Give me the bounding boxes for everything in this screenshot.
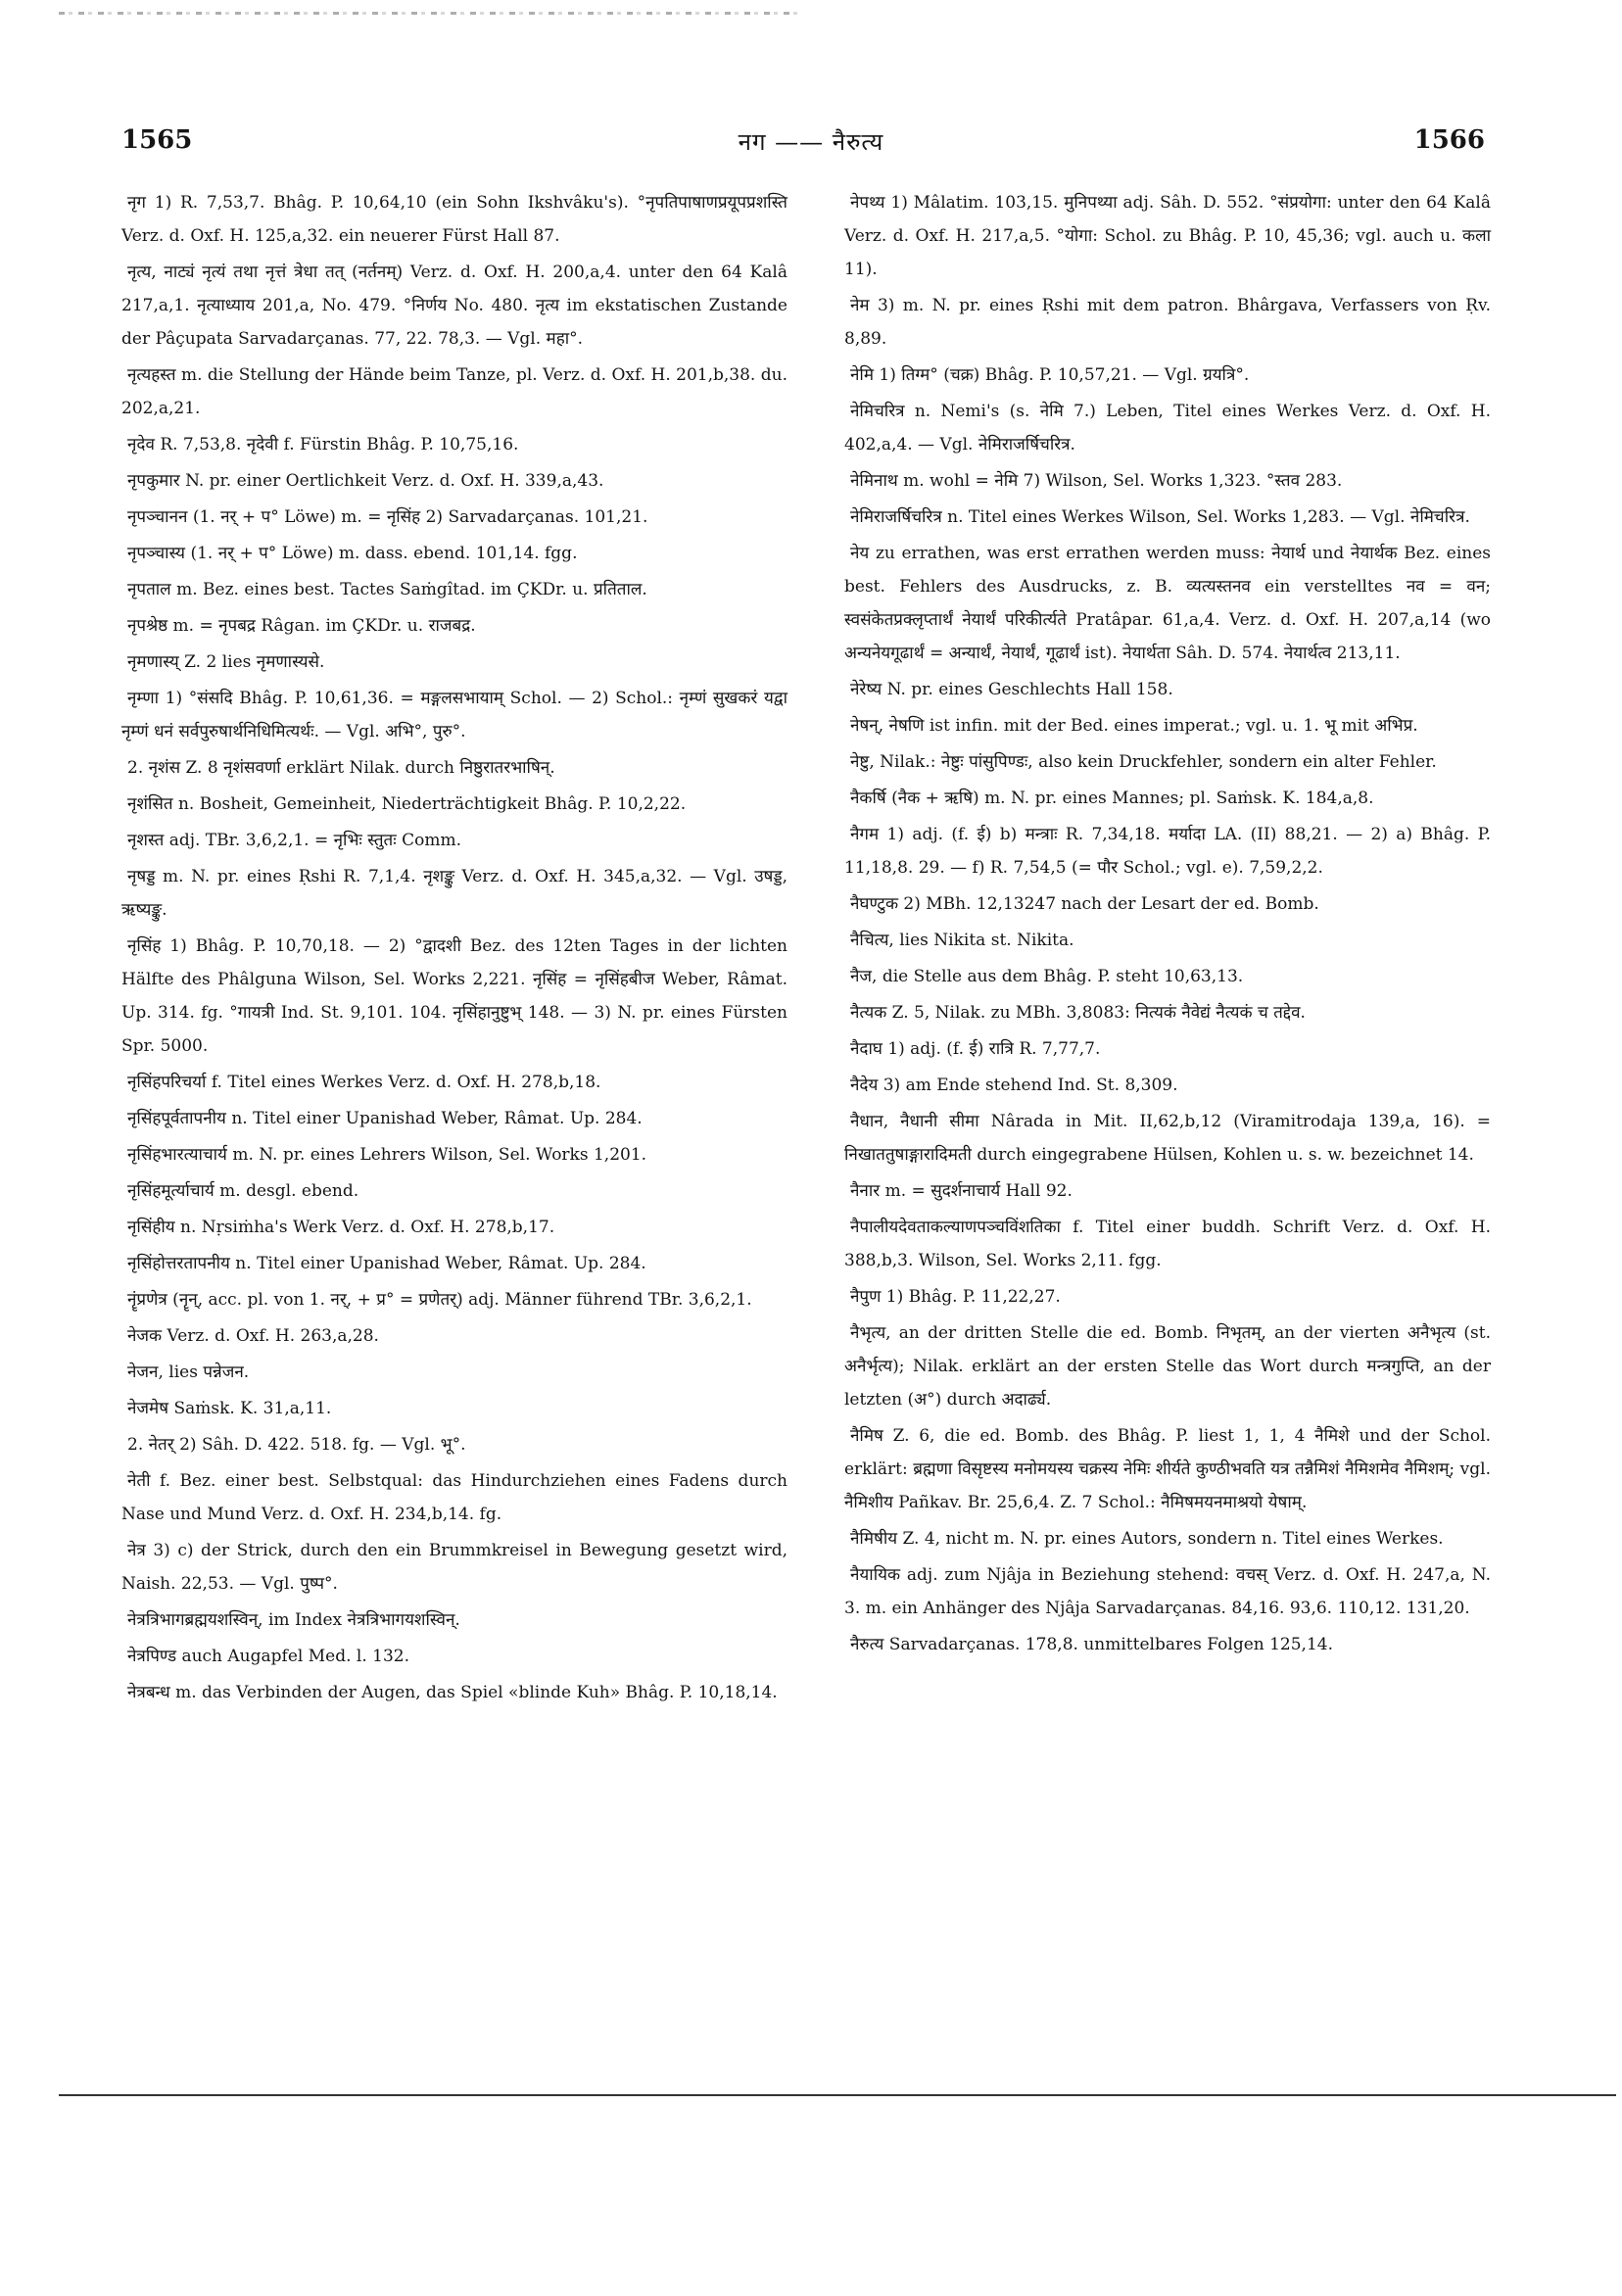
dictionary-entry: नेत्रपिण्ड auch Augapfel Med. l. 132. [127,1647,409,1666]
dictionary-entry: नैदेय 3) am Ende stehend Ind. St. 8,309. [850,1076,1178,1095]
dictionary-entry: नृमणास्य् Z. 2 lies नृमणास्यसे. [127,652,325,672]
dictionary-entry: नैमिषीय Z. 4, nicht m. N. pr. eines Autors, sondern n. Titel eines Werkes. [850,1529,1444,1549]
dictionary-entry: नैकर्षि (नैक + ऋषि) m. N. pr. eines Mannes; pl. Saṁsk. K. 184,a,8. [850,789,1374,808]
dictionary-entry: नृसिंहीय n. Nṛsiṁha's Werk Verz. d. Oxf. H. 278,b,17. [127,1218,555,1237]
dictionary-entry: नैगम 1) adj. (f. ई) b) मन्त्राः R. 7,34,18. मर्यादा LA. (II) 88,21. — 2) a) Bhâg. P. 11,18,8. 29. — f) R. 7,54,5 (= पौर Schol.; vgl. e). 7,59,2,2. [844,825,1491,878]
dictionary-entry: नैचित्य, lies Nikita st. Nikita. [850,931,1074,950]
dictionary-entry: नृसिंहोत्तरतापनीय n. Titel einer Upanishad Weber, Râmat. Up. 284. [127,1254,646,1273]
page-number-left: 1565 [121,125,193,155]
dictionary-entry: नैघण्टुक 2) MBh. 12,13247 nach der Lesart der ed. Bomb. [850,894,1319,914]
dictionary-entry: 2. नेतर् 2) Sâh. D. 422. 518. fg. — Vgl. भू°. [127,1435,466,1455]
dictionary-entry: नृपकुमार N. pr. einer Oertlichkeit Verz. d. Oxf. H. 339,a,43. [127,471,604,491]
dictionary-entry: नेपथ्य 1) Mâlatim. 103,15. मुनिपथ्या adj. Sâh. D. 552. °संप्रयोगा: unter den 64 Kalâ Verz. d. Oxf. H. 217,a,5. °योगा: Schol. zu Bhâg. P. 10, 45,36; vgl. auch u. कला 11). [844,193,1491,279]
dictionary-entry: नेरेष्य N. pr. eines Geschlechts Hall 158. [850,680,1173,699]
dictionary-entry: नैपालीयदेवताकल्याणपञ्चविंशतिका f. Titel einer buddh. Schrift Verz. d. Oxf. H. 388,b,3. Wilson, Sel. Works 2,11. fgg. [844,1218,1491,1270]
dictionary-entry: नृशस्त adj. TBr. 3,6,2,1. = नृभिः स्तुतः Comm. [127,831,461,850]
dictionary-entry: नैज, die Stelle aus dem Bhâg. P. steht 10,63,13. [850,967,1244,986]
page-number-right: 1566 [1413,125,1485,155]
dictionary-entry: नृसिंहपरिचर्या f. Titel eines Werkes Verz. d. Oxf. H. 278,b,18. [127,1073,601,1092]
dictionary-entry: नैभृत्य, an der dritten Stelle die ed. Bomb. निभृतम्, an der vierten अनैभृत्य (st. अनैर्भृत्य); Nilak. erklärt an der ersten Stelle das Wort durch मन्त्रगुप्ति, an der letzten (अ°) durch अदार्ढ्य. [844,1323,1491,1410]
dictionary-entry: नैदाघ 1) adj. (f. ई) रात्रि R. 7,77,7. [850,1039,1101,1059]
dictionary-entry: नृपश्रेष्ठ m. = नृपबद्र Râgan. im ÇKDr. u. राजबद्र. [127,616,476,636]
dictionary-entry: नृपञ्चास्य (1. नर् + प° Löwe) m. dass. ebend. 101,14. fgg. [127,544,578,563]
dictionary-entry: नेत्रबन्ध m. das Verbinden der Augen, das Spiel «blinde Kuh» Bhâg. P. 10,18,14. [127,1683,778,1702]
dictionary-entry: नेजमेष Saṁsk. K. 31,a,11. [127,1399,332,1418]
dictionary-entry: नृसिंहभारत्याचार्य m. N. pr. eines Lehrers Wilson, Sel. Works 1,201. [127,1145,647,1165]
dictionary-entry: नेमिनाथ m. wohl = नेमि 7) Wilson, Sel. Works 1,323. °स्तव 283. [850,471,1343,491]
dictionary-entry: नेत्रत्रिभागब्रह्मयशस्विन्, im Index नेत्रत्रिभागयशस्विन्. [127,1610,460,1630]
dictionary-entry: नैनार m. = सुदर्शनाचार्य Hall 92. [850,1181,1073,1201]
page-header [0,125,1622,165]
running-title: नग —— नैरुत्य [738,128,884,156]
dictionary-entry: नेमिराजर्षिचरित्र n. Titel eines Werkes Wilson, Sel. Works 1,283. — Vgl. नेमिचरित्र. [850,507,1470,527]
dictionary-entry: नेम 3) m. N. pr. eines Ṛshi mit dem patron. Bhârgava, Verfassers von Ṛv. 8,89. [844,296,1491,349]
dictionary-entry: नैपुण 1) Bhâg. P. 11,22,27. [850,1287,1061,1307]
dictionary-entry: नैयायिक adj. zum Njâja in Beziehung stehend: वचस् Verz. d. Oxf. H. 247,a, N. 3. m. ein Anhänger des Njâja Sarvadarçanas. 84,16. 93,6. 110,12. 131,20. [844,1565,1491,1618]
dictionary-entry: नृशंसित n. Bosheit, Gemeinheit, Niederträchtigkeit Bhâg. P. 10,2,22. [127,794,687,814]
dictionary-entry: नेत्र 3) c) der Strick, durch den ein Brummkreisel in Bewegung gesetzt wird, Naish. 22,53. — Vgl. पुष्प°. [121,1541,787,1594]
bottom-rule [59,2094,1616,2096]
dictionary-entry: नृसिंह 1) Bhâg. P. 10,70,18. — 2) °द्वादशी Bez. des 12ten Tages in der lichten Hälfte des Phâlguna Wilson, Sel. Works 2,221. नृसिंह = नृसिंहबीज Weber, Râmat. Up. 314. fg. °गायत्री Ind. St. 9,101. 104. नृसिंहानुष्टुभ् 148. — 3) N. pr. eines Fürsten Spr. 5000. [121,936,787,1056]
dictionary-entry: नृषड्ड m. N. pr. eines Ṛshi R. 7,1,4. नृशङ्कु Verz. d. Oxf. H. 345,a,32. — Vgl. उषड्ड, ऋष्यङ्कु. [121,867,787,920]
dictionary-entry: नैरुत्य Sarvadarçanas. 178,8. unmittelbares Folgen 125,14. [850,1635,1334,1654]
dictionary-entry: नृत्य, नाट्यं नृत्यं तथा नृत्तं त्रेधा तत् (नर्तनम्) Verz. d. Oxf. H. 200,a,4. unter den 64 Kalâ 217,a,1. नृत्याध्याय 201,a, No. 479. °निर्णय No. 480. नृत्य im ekstatischen Zustande der Pâçupata Sarvadarçanas. 77, 22. 78,3. — Vgl. महा°. [121,263,787,349]
dictionary-entry: नेमिचरित्र n. Nemi's (s. नेमि 7.) Leben, Titel eines Werkes Verz. d. Oxf. H. 402,a,4. — Vgl. नेमिराजर्षिचरित्र. [844,402,1491,454]
dictionary-entry: नेय zu errathen, was erst errathen werden muss: नेयार्थ und नेयार्थक Bez. eines best. Fehlers des Ausdrucks, z. B. व्यत्यस्तनव ein verstelltes नव = वन; स्वसंकेतप्रक्लृप्तार्थं नेयार्थं परिकीर्त्यते Pratâpar. 61,a,4. Verz. d. Oxf. H. 207,a,14 (wo अन्यनेयगूढार्थं = अन्यार्थं, नेयार्थं, गूढार्थं ist). नेयार्थता Sâh. D. 574. नेयार्थत्व 213,11. [844,544,1491,663]
dictionary-entry: नृपञ्चानन (1. नर् + प° Löwe) m. = नृसिंह 2) Sarvadarçanas. 101,21. [127,507,648,527]
dictionary-entry: 2. नृशंस Z. 8 नृशंसवर्णा erklärt Nilak. durch निष्ठुरातरभाषिन्. [127,758,555,778]
dictionary-entry: नैधान, नैधानी सीमा Nârada in Mit. II,62,b,12 (Viramitrodaja 139,a, 16). = निखाततुषाङ्गारादिमती durch eingegrabene Hülsen, Kohlen u. s. w. bezeichnet 14. [844,1112,1491,1165]
dictionary-entry: नॄंप्रणेत्र (नॄन्, acc. pl. von 1. नर्, + प्र° = प्रणेतर्) adj. Männer führend TBr. 3,6,2,1. [127,1290,752,1310]
top-scan-artifact [59,12,803,15]
dictionary-entry: नृत्यहस्त m. die Stellung der Hände beim Tanze, pl. Verz. d. Oxf. H. 201,b,38. du. 202,a,21. [121,365,787,418]
dictionary-entry: नृदेव R. 7,53,8. नृदेवी f. Fürstin Bhâg. P. 10,75,16. [127,435,519,454]
dictionary-entry: नृसिंहपूर्वतापनीय n. Titel einer Upanishad Weber, Râmat. Up. 284. [127,1109,643,1128]
dictionary-entry: नेजन, lies पन्नेजन. [127,1363,250,1382]
left-column [121,186,787,1712]
dictionary-entry: नेष्टु, Nilak.: नेष्टुः पांसुपिण्डः, also kein Druckfehler, sondern ein alter Fehler. [850,752,1437,772]
dictionary-entry: नेषन्, नेषणि ist infin. mit der Bed. eines imperat.; vgl. u. 1. भू mit अभिप्र. [850,716,1418,736]
dictionary-entry: नृग 1) R. 7,53,7. Bhâg. P. 10,64,10 (ein Sohn Ikshvâku's). °नृपतिपाषाणप्रयूपप्रशस्ति Verz. d. Oxf. H. 125,a,32. ein neuerer Fürst Hall 87. [121,193,787,246]
dictionary-entry: नैमिष Z. 6, die ed. Bomb. des Bhâg. P. liest 1, 1, 4 नैमिशे und der Schol. erklärt: ब्रह्मणा विसृष्टस्य मनोमयस्य चक्रस्य नेमिः शीर्यते कुण्ठीभवति यत्र तन्नैमिशं नैमिशमेव नैमिशम्; vgl. नैमिशीय Pañkav. Br. 25,6,4. Z. 7 Schol.: नैमिषमयनमाश्रयो येषाम्. [844,1426,1491,1512]
dictionary-entry: नृसिंहमूर्त्याचार्य m. desgl. ebend. [127,1181,359,1201]
dictionary-entry: नैत्यक Z. 5, Nilak. zu MBh. 3,8083: नित्यकं नैवेद्यं नैत्यकं च तद्देव. [850,1003,1306,1023]
dictionary-entry: नेती f. Bez. einer best. Selbstqual: das Hindurchziehen eines Fadens durch Nase und Mund Verz. d. Oxf. H. 234,b,14. fg. [121,1471,787,1524]
dictionary-entry: नेमि 1) तिग्म° (चक्र) Bhâg. P. 10,57,21. — Vgl. ग्रयत्रि°. [850,365,1250,385]
right-column [844,186,1491,1664]
dictionary-entry: नृपताल m. Bez. eines best. Tactes Saṁgîtad. im ÇKDr. u. प्रतिताल. [127,580,647,599]
dictionary-entry: नेजक Verz. d. Oxf. H. 263,a,28. [127,1326,379,1346]
dictionary-entry: नृम्णा 1) °संसदि Bhâg. P. 10,61,36. = मङ्गलसभायाम् Schol. — 2) Schol.: नृम्णं सुखकरं यद्वा नृम्णं धनं सर्वपुरुषार्थनिधिमित्यर्थः. — Vgl. अभि°, पुरु°. [121,689,787,741]
